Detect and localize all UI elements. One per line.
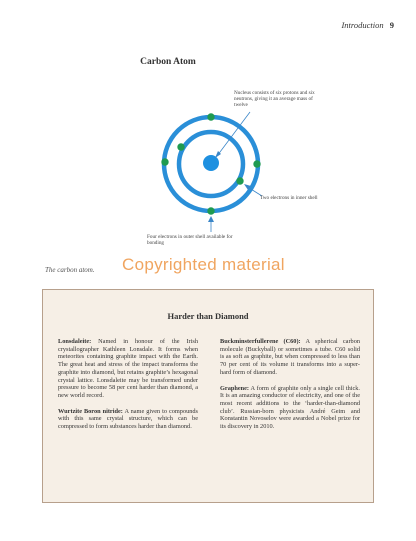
right-column: [220, 338, 360, 439]
outer-electron-left: [161, 158, 168, 165]
inner-electron-lower-right: [236, 177, 243, 184]
section-title: Introduction: [341, 20, 384, 30]
left-column: [58, 338, 198, 439]
sidebar-box: [42, 289, 374, 503]
outer-electron-top: [207, 113, 214, 120]
entry-term: Lonsdaleite:: [58, 338, 92, 345]
inner-shell-annotation: Two electrons in inner shell: [260, 195, 318, 201]
outer-electron-right: [253, 160, 260, 167]
nucleus: [203, 155, 219, 171]
entry-text: A name given to compounds with this same crystal structure, which can be compressed to form substances harder than diamond.: [58, 407, 198, 431]
figure-title: Carbon Atom: [140, 57, 196, 67]
entry-graphene: [220, 385, 360, 431]
outer-electron-bottom: [207, 207, 214, 214]
copyright-watermark: Copyrighted material: [122, 255, 285, 274]
figure-caption: The carbon atom.: [45, 266, 95, 274]
outer-shell-arrowhead-icon: [208, 216, 214, 222]
inner-electron-upper-left: [177, 143, 184, 150]
entry-term: Graphene:: [220, 384, 250, 392]
entry-lonsdaleite: [58, 338, 198, 400]
page-number: 9: [389, 20, 394, 30]
outer-shell-annotation: Four electrons in outer shell available for bonding: [147, 234, 233, 247]
entry-text: Named in honour of the Irish crystallographer Kathleen Lonsdale. It forms when meteorites containing graphite impact with the Earth. The great heat and stress of the impact transforms the graphite into diamond, but retains graphite’s hexagonal crystal lattice. Lonsdaleite may be transformed under pressure to become 58 per cent harder than diamond, a new world record.: [58, 338, 198, 399]
entry-text: A form of graphite only a single cell thick. It is an amazing conductor of electricity, and one of the most recent additions to the ‘harder-than-diamond club’. Russian-born physicists André Geim and Konstantin Novoselov were awarded a Nobel prize for its discovery in 2010.: [220, 384, 360, 431]
entry-buckminsterfullerene: [220, 338, 360, 377]
sidebar-title: Harder than Diamond: [167, 311, 249, 321]
entry-wurtzite-boron-nitride: [58, 408, 198, 431]
entry-term: Buckminsterfullerene (C60):: [220, 338, 301, 345]
entry-term: Wurtzite Boron nitride:: [58, 407, 123, 415]
nucleus-annotation: Nucleus consists of six protons and six neutrons, giving it an average mass of twelve: [234, 90, 315, 109]
entry-text: A spherical carbon molecule (Buckyball) or sometimes a tube. C60 solid is as soft as graphite, but when compressed to less than 70 per cent of its volume it transforms into a super-hard form of diamond.: [220, 338, 361, 376]
